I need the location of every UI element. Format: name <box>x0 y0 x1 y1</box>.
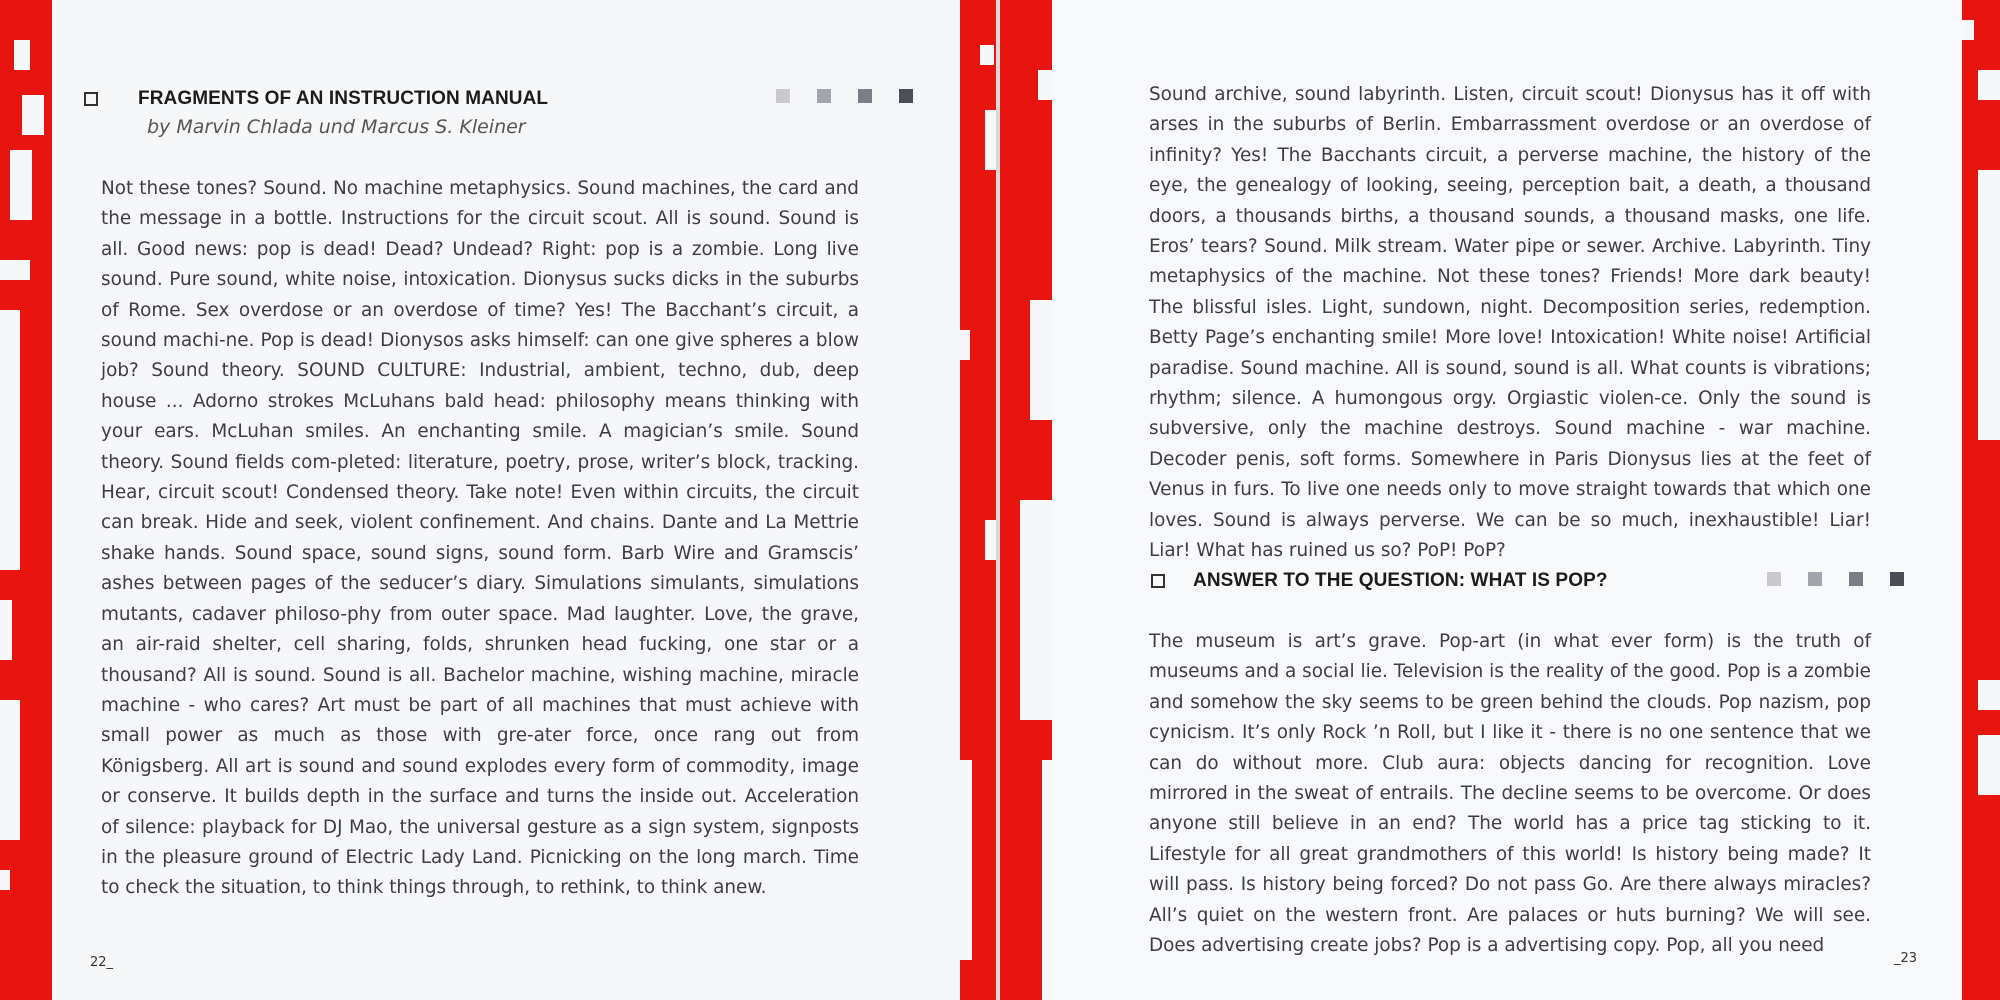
square-icon <box>1808 572 1822 586</box>
left-edge-notch <box>0 870 10 890</box>
right-edge-red-strip <box>1962 0 2000 1000</box>
left-edge-notch <box>14 40 30 70</box>
heading-checkbox-icon <box>1151 574 1165 588</box>
decorative-squares <box>1767 572 1904 586</box>
right-edge-notch <box>1962 20 1974 40</box>
square-icon <box>1767 572 1781 586</box>
spine-notch <box>960 330 970 360</box>
square-icon <box>776 89 790 103</box>
right-edge-notch <box>1978 70 2000 100</box>
article-byline: by Marvin Chlada und Marcus S. Kleiner <box>147 116 526 138</box>
heading-checkbox-icon <box>84 92 98 106</box>
left-edge-notch <box>0 310 20 570</box>
decorative-squares <box>776 89 913 103</box>
square-icon <box>858 89 872 103</box>
right-edge-notch <box>1978 735 2000 795</box>
page-number-right: _23 <box>1894 951 1918 966</box>
left-edge-notch <box>0 600 12 660</box>
spine-notch <box>1020 500 1052 720</box>
square-icon <box>1890 572 1904 586</box>
left-edge-notch <box>0 700 20 840</box>
article-body-continued: Sound archive, sound labyrinth. Listen, circuit scout! Dionysus has it off with arses in the suburbs of Berlin. Embarrassment overdose or an overdose of infinity? Yes! The Bacchants circuit, a perverse machine, the history of the eye, the genealogy of looking, seeing, perception bait, a death, a thousand doors, a thousands births, a thousand sounds, a thousand masks, one life. Eros’ tears? Sound. Milk stream. Water pipe or sewer. Archive. Labyrinth. Tiny metaphysics of the machine. Not these tones? Friends! More dark beauty! The blissful isles. Light, sundown, night. Decomposition series, redemption. Betty Page’s enchanting smile! More love! Intoxication! White noise! Artificial paradise. Sound machine. All is sound, sound is all. What counts is vibrations; rhythm; silence. A humongous orgy. Orgiastic violen-ce. Only the sound is subversive, only the machine destroys. Sound machine - war machine. Decoder penis, soft forms. Somewhere in Paris Dionysus lies at the feet of Venus in furs. To live one needs only to move straight towards that which one loves. Sound is always perverse. We can be so much, inexhaustible! Liar! Liar! What has ruined us so? PoP! PoP? <box>1149 84 1871 562</box>
left-edge-notch <box>0 260 30 280</box>
right-page <box>1000 0 2000 1000</box>
section-title: ANSWER TO THE QUESTION: WHAT IS POP? <box>1193 570 1608 591</box>
left-edge-notch <box>22 95 44 135</box>
right-edge-notch <box>1978 680 2000 710</box>
spine-notch <box>1038 70 1052 100</box>
right-edge-notch <box>1978 170 2000 440</box>
spine-notch <box>980 45 994 65</box>
article-heading <box>84 88 548 110</box>
section-body: The museum is art’s grave. Pop-art (in what ever form) is the truth of museums and a social lie. Television is the reality of the good. Pop is a zombie and somehow the sky seems to be green behind the clouds. Pop nazism, pop cynicism. It’s only Rock ’n Roll, but I like it - there is no one sentence that we can do without more. Club aura: objects dancing for recognition. Love mirrored in the sweat of entrails. The decline seems to be overcome. Or does anyone still believe in an end? The world has a price tag sticking to it. Lifestyle for all great grandmothers of this world! Is history being made? It will pass. Is history being forced? Do not pass Go. Are there always miracles? All’s quiet on the western front. Are palaces or huts burning? We will see. Does advertising create jobs? Pop is a advertising copy. Pop, all you need <box>1149 631 1871 957</box>
spine-notch <box>950 0 960 1000</box>
article-title: FRAGMENTS OF AN INSTRUCTION MANUAL <box>138 88 549 109</box>
spine-notch <box>960 760 972 960</box>
page-number-left: 22_ <box>90 955 114 970</box>
section-heading <box>1151 570 1608 592</box>
square-icon <box>817 89 831 103</box>
left-edge-notch <box>10 150 32 220</box>
spine-notch <box>1030 300 1052 420</box>
square-icon <box>1849 572 1863 586</box>
square-icon <box>899 89 913 103</box>
article-body: Not these tones? Sound. No machine metaphysics. Sound machines, the card and the message in a bottle. Instructions for the circuit scout. All is sound. Sound is all. Good news: pop is dead! Dead? Undead? Right: pop is a zombie. Long live sound. Pure sound, white noise, intoxication. Dionysus sucks dicks in the suburbs of Rome. Sex overdose or an overdose of time? Yes! The Bacchant’s circuit, a sound machi-ne. Pop is dead! Dionysos asks himself: can one give spheres a blow job? Sound theory. SOUND CULTURE: Industrial, ambient, techno, dub, deep house ... Adorno strokes McLuhans bald head: philosophy means thinking with your ears. McLuhan smiles. An enchanting smile. A magician’s smile. Sound theory. Sound fields com-pleted: literature, poetry, prose, writer’s block, tracking. Hear, circuit scout! Condensed theory. Take note! Even within circuits, the circuit can break. Hide and seek, violent confinement. And chains. Dante and La Mettrie shake hands. Sound space, sound signs, sound form. Barb Wire and Gramscis’ ashes between pages of the seducer’s diary. Simulations simulants, simulations mutants, cadaver philoso-phy from outer space. Mad laughter. Love, the grave, an air-raid shelter, cell sharing, folds, shrunken head fucking, one star or a thousand? All is sound. Sound is all. Bachelor machine, wishing machine, miracle machine - who cares? Art must be part of all machines that must achieve with small power as much as those with gre-ater force, once rang out from Königsberg. All art is sound and sound explodes every form of commodity, image or conserve. It builds depth in the surface and turns the inside out. Acceleration of silence: playback for DJ Mao, the universal gesture as a sign system, signposts in the pleasure ground of Electric Lady Land. Picnicking on the long march. Time to check the situation, to think things through, to rethink, to think anew. <box>101 178 859 899</box>
spine-notch <box>1042 760 1052 1000</box>
